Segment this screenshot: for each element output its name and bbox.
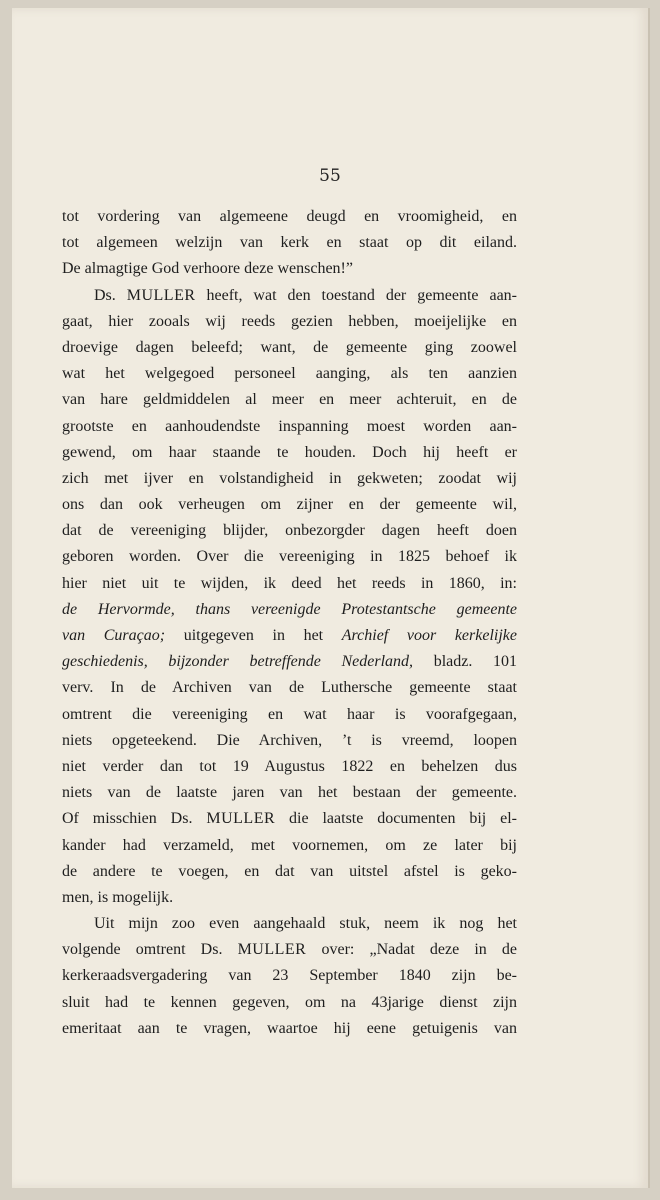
text-line: men, is mogelijk. [62, 888, 174, 906]
text-line: emeritaat aan te vragen, waartoe hij eene getuigenis van [62, 1019, 517, 1037]
text-line: de andere te voegen, en dat van uitstel afstel is geko- [62, 862, 517, 880]
text-line: grootste en aanhoudendste inspanning moest worden aan- [62, 417, 517, 435]
text-line: geboren worden. Over die vereeniging in 1825 behoef ik [62, 548, 517, 566]
page-number: 55 [319, 166, 341, 186]
text-line: dat de vereeniging blijder, onbezorgder dagen heeft doen [62, 522, 517, 540]
text-line: sluit had te kennen gegeven, om na 43jarige dienst zijn [62, 993, 517, 1011]
text-line: van hare geldmiddelen al meer en meer achteruit, en de [62, 391, 517, 409]
text-line: omtrent die vereeniging en wat haar is voorafgegaan, [62, 705, 517, 723]
text-line: niet verder dan tot 19 Augustus 1822 en behelzen dus [62, 757, 517, 775]
text-line: gaat, hier zooals wij reeds gezien hebben, moeijelijke en [62, 312, 517, 330]
name-smallcaps: MULLER [126, 286, 196, 304]
text-line: tot vordering van algemeene deugd en vroomigheid, en [62, 208, 517, 225]
italic-title: geschiedenis, bijzonder betreffende Nederland, [62, 653, 414, 671]
text-line: niets opgeteekend. Die Archiven, ’t is vreemd, loopen [62, 731, 517, 749]
text-line: ons dan ook verheugen om zijner en der gemeente wil, [62, 496, 517, 514]
text-line: kerkeraadsvergadering van 23 September 1840 zijn be- [62, 967, 517, 985]
text-line: gewend, om haar staande te houden. Doch hij heeft er [62, 443, 517, 461]
text-line: volgende omtrent Ds. MULLER over: „Nadat deze in de [62, 941, 518, 959]
text-line: wat het welgegoed personeel aanging, als ten aanzien [62, 365, 517, 383]
text-line: niets van de laatste jaren van het bestaan der gemeente. [62, 784, 517, 802]
text-line: geschiedenis, bijzonder betreffende Nederland, bladz. 101 [62, 653, 517, 671]
italic-title: Archief voor kerkelijke [341, 627, 517, 644]
book-page [12, 8, 650, 1188]
italic-title: van Curaçao; [62, 627, 166, 644]
text-line: Ds. MULLER heeft, wat den toestand der gemeente aan- [94, 286, 518, 304]
text-line: hier niet uit te wijden, ik deed het reeds in 1860, in: [62, 574, 517, 592]
text-line: verv. In de Archiven van de Luthersche gemeente staat [62, 679, 517, 697]
body-text [62, 204, 517, 1042]
text-line: zich met ijver en volstandigheid in gekweten; zoodat wij [62, 469, 517, 487]
text-line [62, 597, 517, 623]
name-smallcaps: MULLER [206, 810, 276, 828]
name-smallcaps: MULLER [237, 941, 307, 959]
italic-title: de Hervormde, thans vereenigde Protestantsche gemeente [62, 600, 517, 618]
text-line: van Curaçao; uitgegeven in het Archief voor kerkelijke [62, 627, 517, 644]
text-line: Of misschien Ds. MULLER die laatste documenten bij el- [62, 810, 518, 828]
text-line: Uit mijn zoo even aangehaald stuk, neem ik nog het [94, 915, 517, 933]
text-line: tot algemeen welzijn van kerk en staat op dit eiland. [62, 234, 517, 252]
text-line: kander had verzameld, met voornemen, om ze later bij [62, 836, 517, 854]
text-line: De almagtige God verhoore deze wenschen!” [62, 260, 353, 278]
text-line: droevige dagen beleefd; want, de gemeente ging zoowel [62, 338, 517, 356]
